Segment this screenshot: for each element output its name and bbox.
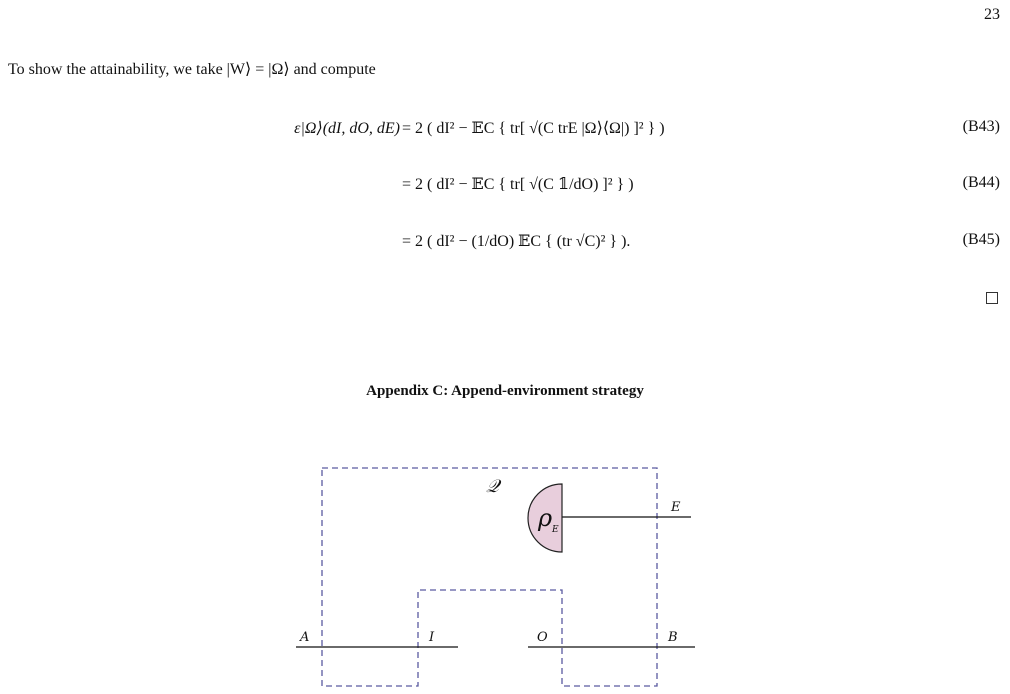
appendix-title: Appendix C: Append-environment strategy [366, 383, 644, 399]
equation-b45 [0, 221, 1010, 265]
equation-label: (B44) [962, 174, 1000, 191]
equation-label: (B45) [962, 231, 1000, 248]
box-label: 𝒬 [486, 476, 499, 497]
equation-lhs: ε|Ω⟩(dI, dO, dE) [294, 120, 400, 137]
equation-label: (B43) [962, 118, 1000, 135]
equation-rhs: = 2 ( dI² − 𝔼C { tr[ √(C 𝟙/dO) ]² } ) [402, 176, 634, 193]
wire-label-A: A [300, 630, 310, 645]
wire-label-B: B [668, 630, 678, 645]
qed-symbol [986, 292, 998, 304]
wire-label-E: E [671, 500, 681, 515]
wire-label-I: I [429, 630, 435, 645]
equation-b43 [0, 108, 1010, 152]
page-number: 23 [984, 6, 1000, 23]
comb-box-outline [322, 468, 657, 686]
wire-label-O: O [537, 630, 548, 645]
state-label: ρ [538, 504, 553, 532]
circuit-diagram [0, 440, 1010, 694]
equation-rhs: = 2 ( dI² − 𝔼C { tr[ √(C trE |Ω⟩⟨Ω|) ]² } ) [402, 120, 665, 137]
equation-b44 [0, 164, 1010, 208]
state-subscript: E [552, 525, 559, 535]
intro-text: To show the attainability, we take |W⟩ = |Ω⟩ and compute [8, 61, 376, 78]
equation-rhs: = 2 ( dI² − (1/dO) 𝔼C { (tr √C)² } ). [402, 233, 631, 250]
